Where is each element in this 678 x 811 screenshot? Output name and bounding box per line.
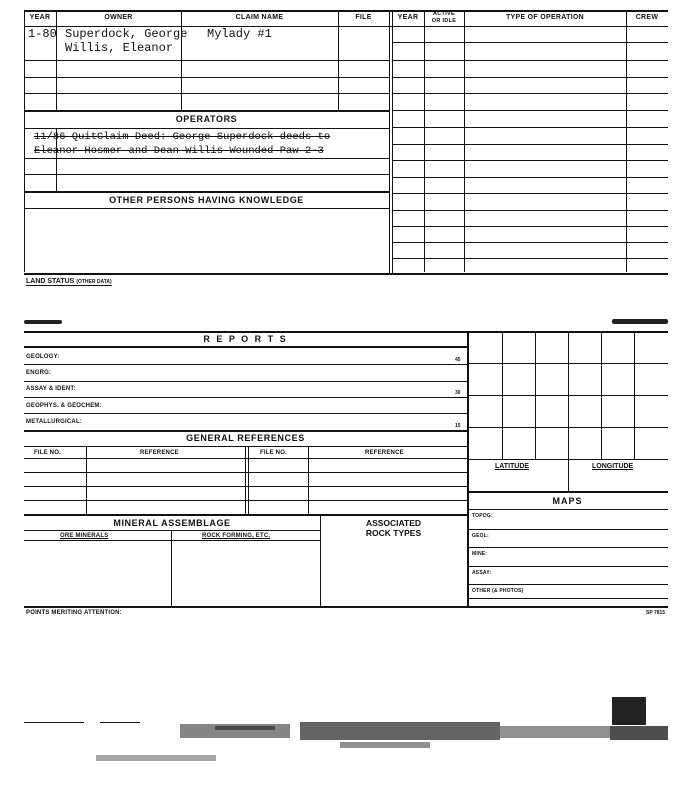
mineral-assemblage-title: MINERAL ASSEMBLAGE: [113, 518, 231, 528]
associated-rock-types-1: ASSOCIATED: [365, 518, 422, 528]
report-num-45: 45: [455, 357, 461, 363]
row1-owner: Superdock, George: [65, 27, 188, 41]
land-status-sub: (OTHER DATA): [76, 279, 112, 285]
report-geology: GEOLOGY:: [26, 354, 60, 360]
operators-line-2: Eleanor Hosmer and Dean Willis Wounded Paw 2-3: [34, 145, 324, 157]
maps-title: MAPS: [552, 496, 583, 506]
row2-owner: Willis, Eleanor: [65, 41, 174, 55]
report-engrg: ENGRG:: [26, 370, 52, 376]
land-status-text: LAND STATUS: [26, 278, 75, 285]
ore-minerals-header: ORE MINERALS: [60, 533, 109, 539]
report-num-15: 15: [455, 423, 461, 429]
header-year-2: YEAR: [397, 14, 419, 21]
map-assay: ASSAY:: [472, 570, 492, 576]
form-number: SP 7815: [646, 610, 666, 616]
row1-year: 1-80: [28, 27, 57, 41]
gen-ref-reference-2: REFERENCE: [365, 450, 404, 456]
map-geol: GEOL:: [472, 533, 489, 539]
longitude-label: LONGITUDE: [592, 463, 634, 470]
rock-forming-header: ROCK FORMING, ETC.: [202, 533, 271, 539]
gen-ref-file-no-1: FILE NO.: [34, 450, 61, 456]
land-status-label: [26, 278, 112, 286]
header-crew: CREW: [635, 14, 659, 21]
report-num-30: 30: [455, 390, 461, 396]
points-meriting-attention: POINTS MERITING ATTENTION:: [26, 610, 122, 616]
map-topog: TOPOG:: [472, 513, 493, 519]
general-references-title: GENERAL REFERENCES: [186, 433, 305, 443]
header-type-of-operation: TYPE OF OPERATION: [505, 14, 585, 21]
reports-title: R E P O R T S: [203, 334, 288, 344]
header-claim-name: CLAIM NAME: [235, 14, 284, 21]
header-active-idle-2: OR IDLE: [431, 18, 457, 24]
gen-ref-reference-1: REFERENCE: [140, 450, 179, 456]
report-metallurgical: METALLURGICAL:: [26, 419, 83, 425]
map-mine: MINE:: [472, 551, 488, 557]
map-other-photos: OTHER (& PHOTOS): [472, 588, 524, 594]
row1-claim-name: Mylady #1: [207, 27, 272, 41]
header-active-idle-1: ACTIVE: [433, 11, 455, 17]
header-file: FILE: [355, 14, 372, 21]
other-persons-title: OTHER PERSONS HAVING KNOWLEDGE: [109, 195, 304, 205]
operators-title: OPERATORS: [175, 114, 238, 124]
operators-line-1: 11/86 QuitClaim Deed: George Superdock deeds to: [34, 131, 331, 143]
header-owner: OWNER: [104, 14, 133, 21]
latitude-label: LATITUDE: [495, 463, 530, 470]
header-year: YEAR: [29, 14, 51, 21]
report-geophys-geochem: GEOPHYS. & GEOCHEM:: [26, 403, 102, 409]
gen-ref-file-no-2: FILE NO.: [260, 450, 287, 456]
associated-rock-types-2: ROCK TYPES: [365, 528, 422, 538]
report-assay-ident: ASSAY & IDENT:: [26, 386, 76, 392]
